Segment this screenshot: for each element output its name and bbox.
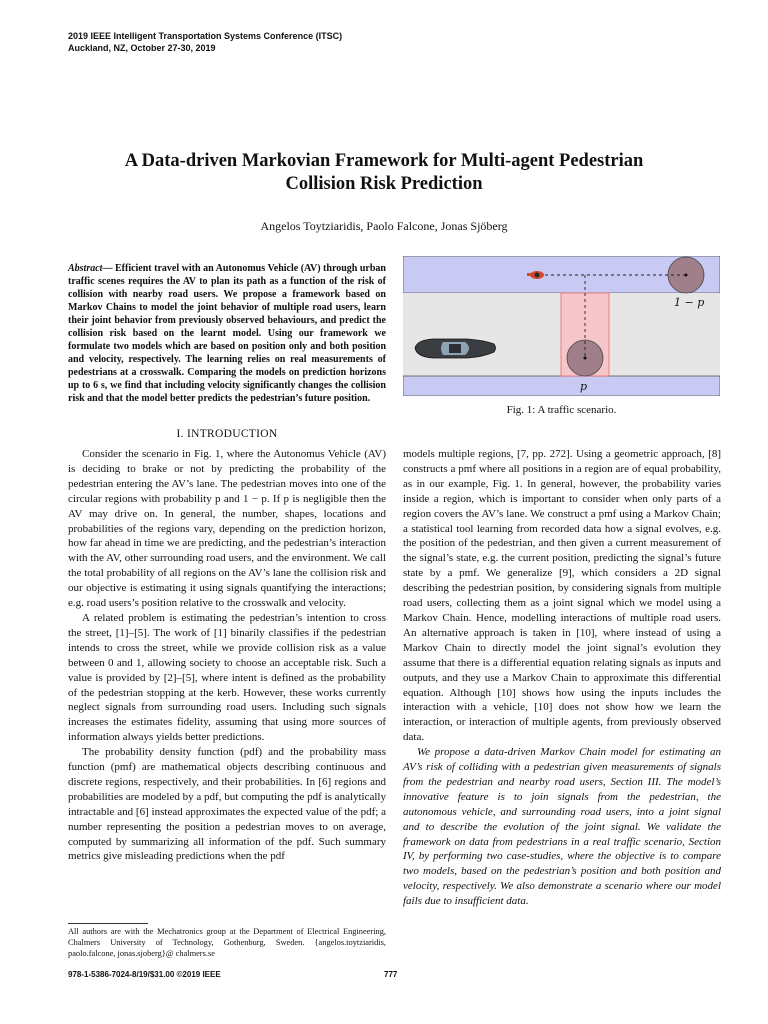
figure-caption: Fig. 1: A traffic scenario. xyxy=(506,404,617,416)
conference-header xyxy=(68,30,342,54)
title-line-2: Collision Risk Prediction xyxy=(285,174,483,194)
conference-name: 2019 IEEE Intelligent Transportation Systems Conference (ITSC) xyxy=(68,31,343,41)
column-left xyxy=(68,447,386,864)
column-right xyxy=(403,447,721,909)
footnote: All authors are with the Mechatronics group at the Department of Electrical Engineering, Chalmers University of Technology, Gothenburg, Sweden. {angelos.toytziaridis, paolo.falcone, jonas.sjoberg}@ chalmers.se xyxy=(68,927,386,959)
label-lower-probability: p xyxy=(580,380,588,393)
traffic-scenario-diagram xyxy=(403,256,720,396)
title-line-1: A Data-driven Markovian Framework for Multi-agent Pedestrian xyxy=(124,151,644,171)
label-upper-probability: 1 − p xyxy=(674,296,705,309)
paragraph: The probability density function (pdf) and the probability mass function (pmf) are mathematical objects describing continuous and discrete regions, respectively, and their probabilities. In [6] regions and probabilities are modeled by a pdf, but computing the pdf is analytically intractable and [6] instead approximates the expected value of the pdf; a number representing the position a pedestrian moves to on average, computed by summarizing all information of the pdf. Such summary metrics give misleading predictions when the pdf xyxy=(68,746,386,863)
figure-traffic-scenario xyxy=(403,256,720,396)
abstract-label: Abstract xyxy=(68,263,103,274)
lower-sidewalk xyxy=(403,376,720,396)
conference-location: Auckland, NZ, October 27-30, 2019 xyxy=(68,43,216,53)
abstract-text: — Efficient travel with an Autonomus Vehicle (AV) through urban traffic scenes requires the AV to plan its path as a function of the risk of collision with nearby road users. We propose a framework based on Markov Chains to model the joint behavior of multiple road users, learn their joint behavior from previously observed behaviours, and predict the collision risk based on the learnt model. Using our framework we formulate two models which are based on position only and both position and velocity, respectively. The learning relies on real measurements of pedestrians at a crosswalk. Comparing the models on prediction horizons up to 6 s, we find that including velocity significantly changes the collision risk and that the model better predicts the pedestrian’s future position. xyxy=(68,263,386,405)
paragraph: A related problem is estimating the pedestrian’s intention to cross the street, [1]–[5]. The work of [1] binarily classifies if the pedestrian intends to cross the street, while we provide collision risk as a value between 0 and 1, allowing society to choose an acceptable risk. Such a value is provided by [2]–[5], where intent is defined as the probability of the pedestrian stopping at the kerb. However, these works currently neglect signals from surrounding road users. Including such signals increases the estimates fidelity, assuming that using more sources of information always yields better predictions. xyxy=(68,611,386,744)
paragraph: models multiple regions, [7, pp. 272]. Using a geometric approach, [8] constructs a pmf where all positions in a region are of equal probability, as in our example, Fig. 1. In general, however, the probability varies inside a region, which is important to consider when only parts of a region covers the AV’s lane. We construct a pmf using a Markov Chain; a statistical tool learning from recorded data how a signal evolves, e.g. the position of the pedestrian, and then given a current measurement of the signal’s state, e.g. the current position, predicting the signal’s future state by a pmf. We generalize [9], which considers a 2D signal describing the pedestrian position, by considering signals from multiple road users, collecting them as a joint signal which we model using a Markov Chain. Hence, modelling interactions of multiple road users. An alternative approach is taken in [10], where instead of using a Markov Chain to directly model the joint signal’s evolution they assume that there is a differential equation relating signals as inputs and outputs, and they use a Markov Chain to approximate this differential equation. Although [10] shows how using the inputs includes the interaction with a vehicle, [10] does not show how we learn the interaction, or interaction of multiple agents, from previously observed data. xyxy=(403,448,721,744)
paragraph: We propose a data-driven Markov Chain model for estimating an AV’s risk of colliding with a pedestrian given measurements of signals from the pedestrian and nearby road users, Section III. The model’s innovative feature is to join signals from the pedestrian, the autonomous vehicle, and surrounding road users, into a joint signal and to describe the evolution of the joint signal. We validate the framework on data from pedestrians in a real traffic scenario, Section IV, by performing two case-studies, where the objective is to compare two models, based on the pedestrian’s position and both position and velocity, respectively. We also demonstrate a scenario where our model fails due to insufficient data. xyxy=(403,746,721,908)
section-heading: I. INTRODUCTION xyxy=(176,428,278,440)
paragraph: Consider the scenario in Fig. 1, where the Autonomus Vehicle (AV) is deciding to brake or not by predicting the probability of the pedestrian entering the AV’s lane. The pedestrian moves into one of the circular regions with probability p and 1 − p. If p is negligible then the AV may drive on. In general, the number, shapes, locations and probabilities of the regions vary, depending on the prediction horizon, how far ahead in time we are predicting, and the pedestrian’s interaction with the AV, other surrounding road users, and the environment. We call the total probability of all regions on the AV’s lane the collision risk and our objective is estimating it using signals quantifying the interactions; e.g. road users’s position relative to the crosswalk and velocity. xyxy=(68,448,386,610)
lower-region-center xyxy=(584,357,587,360)
paper-title xyxy=(60,150,708,196)
page-number: 777 xyxy=(384,970,398,979)
upper-region-center xyxy=(685,274,688,277)
car-icon xyxy=(415,339,496,358)
abstract xyxy=(68,262,386,406)
isbn-footer: 978-1-5386-7024-8/19/$31.00 ©2019 IEEE xyxy=(68,970,221,979)
author-list: Angelos Toytziaridis, Paolo Falcone, Jonas Sjöberg xyxy=(260,219,508,233)
footnote-rule xyxy=(68,923,148,924)
